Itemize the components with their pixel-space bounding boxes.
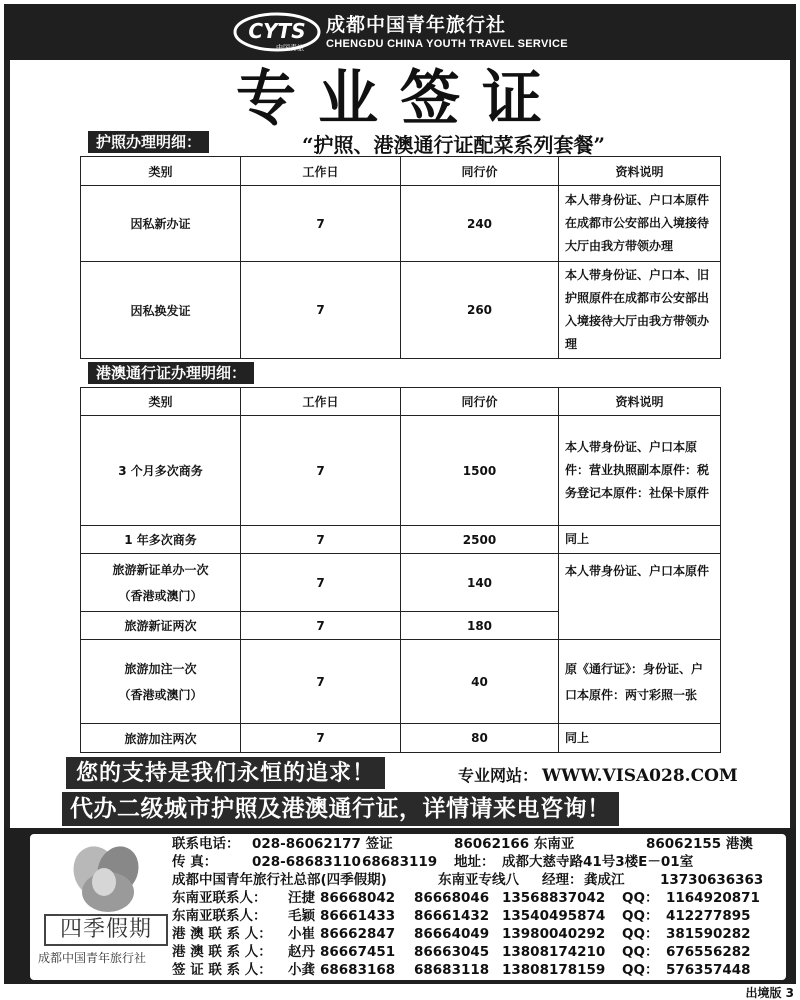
contact-tel2: 68683118 xyxy=(414,962,490,978)
contact-tel1: 86668042 xyxy=(320,890,396,906)
header-days: 工作日 xyxy=(241,157,401,186)
table-row xyxy=(81,554,721,612)
company-name-cn: 成都中国青年旅行社 xyxy=(326,14,507,36)
qq-label: QQ： xyxy=(622,908,659,924)
header-category: 类别 xyxy=(81,388,241,416)
contact-role: 港 澳 联 系 人： xyxy=(172,944,272,960)
qq-label: QQ： xyxy=(622,962,659,978)
row-desc: 本人带身份证、户口本原件在成都市公安部出入境接待大厅由我方带领办理 xyxy=(559,186,721,262)
contact-tel1: 86661433 xyxy=(320,908,396,924)
four-seasons-logo-icon xyxy=(58,842,158,920)
contact-mobile: 13808178159 xyxy=(502,962,606,978)
line-eight: 东南亚专线八 xyxy=(438,872,519,888)
contact-tel1: 86667451 xyxy=(320,944,396,960)
row-price: 260 xyxy=(401,262,559,359)
passport-subtitle: “护照、港澳通行证配菜系列套餐” xyxy=(302,133,606,157)
contact-qq: 676556282 xyxy=(666,944,751,960)
row-days: 7 xyxy=(241,612,401,640)
row-category-main: 旅游新证单办一次 xyxy=(112,562,209,577)
row-category: 旅游加注两次 xyxy=(81,724,241,753)
row-category-sub: （香港或澳门） xyxy=(118,687,203,702)
contact-role: 港 澳 联 系 人： xyxy=(172,926,272,942)
contact-mobile: 13540495874 xyxy=(502,908,606,924)
brand-name: 四季假期 xyxy=(44,914,168,946)
slogan-support: 您的支持是我们永恒的追求！ xyxy=(66,757,385,789)
logo-text: 中国青旅 xyxy=(276,44,304,52)
row-category: 3 个月多次商务 xyxy=(81,416,241,526)
contact-tel2: 86661432 xyxy=(414,908,490,924)
slogan-service: 代办二级城市护照及港澳通行证，详情请来电咨询！ xyxy=(62,792,619,826)
row-category: 因私换发证 xyxy=(81,262,241,359)
contact-name: 小龚 xyxy=(288,962,315,978)
contact-name: 赵丹 xyxy=(288,944,315,960)
brand-subtitle: 成都中国青年旅行社 xyxy=(38,951,147,965)
header-bar xyxy=(4,4,796,60)
fax-2: 68683119 xyxy=(362,854,438,870)
contact-tel2: 86668046 xyxy=(414,890,490,906)
left-border xyxy=(4,60,10,830)
table-row xyxy=(81,526,721,554)
row-desc: 本人带身份证、户口本、旧护照原件在成都市公安部出入境接待大厅由我方带领办理 xyxy=(559,262,721,359)
contact-qq: 576357448 xyxy=(666,962,751,978)
table-row xyxy=(81,186,721,262)
row-days: 7 xyxy=(241,262,401,359)
header-category: 类别 xyxy=(81,157,241,186)
contact-mobile: 13980040292 xyxy=(502,926,606,942)
svg-text:CYTS: CYTS xyxy=(248,19,306,43)
phone-visa: 028-86062177 签证 xyxy=(252,836,393,852)
row-days: 7 xyxy=(241,724,401,753)
contact-name: 小崔 xyxy=(288,926,315,942)
row-price: 140 xyxy=(401,554,559,612)
row-desc: 本人带身份证、户口本原件 xyxy=(559,554,721,640)
row-price: 1500 xyxy=(401,416,559,526)
contact-name: 毛颖 xyxy=(288,908,315,924)
phone-hk-macau: 86062155 港澳 xyxy=(646,836,753,852)
contact-tel1: 68683168 xyxy=(320,962,396,978)
manager-phone: 13730636363 xyxy=(660,872,764,888)
header-price: 同行价 xyxy=(401,388,559,416)
company-name-en: CHENGDU CHINA YOUTH TRAVEL SERVICE xyxy=(326,38,568,50)
row-days: 7 xyxy=(241,554,401,612)
contact-qq: 412277895 xyxy=(666,908,751,924)
fax-label: 传 真： xyxy=(172,854,218,870)
table-row xyxy=(81,640,721,724)
row-price: 40 xyxy=(401,640,559,724)
row-category xyxy=(81,554,241,612)
page-label: 出境版 3 xyxy=(745,986,794,1000)
row-price: 240 xyxy=(401,186,559,262)
contact-role: 东南亚联系人： xyxy=(172,890,267,906)
qq-label: QQ： xyxy=(622,944,659,960)
phone-southeast-asia: 86062166 东南亚 xyxy=(454,836,575,852)
table-header-row xyxy=(81,157,721,186)
table-row xyxy=(81,724,721,753)
contact-qq: 1164920871 xyxy=(666,890,760,906)
row-category xyxy=(81,640,241,724)
address-label: 地址： xyxy=(454,854,495,870)
row-price: 80 xyxy=(401,724,559,753)
contact-tel2: 86663045 xyxy=(414,944,490,960)
row-price: 180 xyxy=(401,612,559,640)
contact-role: 东南亚联系人： xyxy=(172,908,267,924)
row-desc: 原《通行证》：身份证、户口本原件：两寸彩照一张 xyxy=(559,640,721,724)
qq-label: QQ： xyxy=(622,926,659,942)
row-desc: 同上 xyxy=(559,724,721,753)
contact-role: 签 证 联 系 人： xyxy=(172,962,272,978)
row-days: 7 xyxy=(241,526,401,554)
phone-label: 联系电话： xyxy=(172,836,240,852)
fax-1: 028-68683110 xyxy=(252,854,361,870)
header-days: 工作日 xyxy=(241,388,401,416)
table-header-row xyxy=(81,388,721,416)
row-category: 旅游新证两次 xyxy=(81,612,241,640)
row-desc: 本人带身份证、户口本原件：营业执照副本原件：税务登记本原件：社保卡原件 xyxy=(559,416,721,526)
website xyxy=(458,763,738,786)
contact-mobile: 13568837042 xyxy=(502,890,606,906)
table-row xyxy=(81,262,721,359)
passport-table xyxy=(80,156,721,359)
header-price: 同行价 xyxy=(401,157,559,186)
row-days: 7 xyxy=(241,416,401,526)
manager-label: 经理： xyxy=(542,872,583,888)
row-desc: 同上 xyxy=(559,526,721,554)
website-label: 专业网站： xyxy=(458,766,539,785)
page-title: 专业签证 xyxy=(236,64,564,134)
hq-name: 成都中国青年旅行社总部(四季假期) xyxy=(172,872,387,888)
hkmacau-section-label: 港澳通行证办理明细： xyxy=(88,362,254,384)
row-category: 1 年多次商务 xyxy=(81,526,241,554)
manager-name: 龚成江 xyxy=(584,872,625,888)
address: 成都大慈寺路41号3楼E－01室 xyxy=(502,854,694,870)
row-category-main: 旅游加注一次 xyxy=(124,661,197,676)
qq-label: QQ： xyxy=(622,890,659,906)
contact-tel1: 86662847 xyxy=(320,926,396,942)
cyts-logo-icon xyxy=(232,10,322,54)
row-category-sub: （香港或澳门） xyxy=(118,588,203,603)
contact-qq: 381590282 xyxy=(666,926,751,942)
table-row xyxy=(81,416,721,526)
header-desc: 资料说明 xyxy=(559,157,721,186)
row-days: 7 xyxy=(241,186,401,262)
website-url[interactable]: WWW.VISA028.COM xyxy=(542,766,738,786)
contact-mobile: 13808174210 xyxy=(502,944,606,960)
row-category: 因私新办证 xyxy=(81,186,241,262)
header-desc: 资料说明 xyxy=(559,388,721,416)
hkmacau-table xyxy=(80,387,721,753)
row-price: 2500 xyxy=(401,526,559,554)
contact-name: 汪捷 xyxy=(288,890,315,906)
contact-tel2: 86664049 xyxy=(414,926,490,942)
right-border xyxy=(790,60,796,830)
passport-section-label: 护照办理明细： xyxy=(88,131,209,153)
row-days: 7 xyxy=(241,640,401,724)
